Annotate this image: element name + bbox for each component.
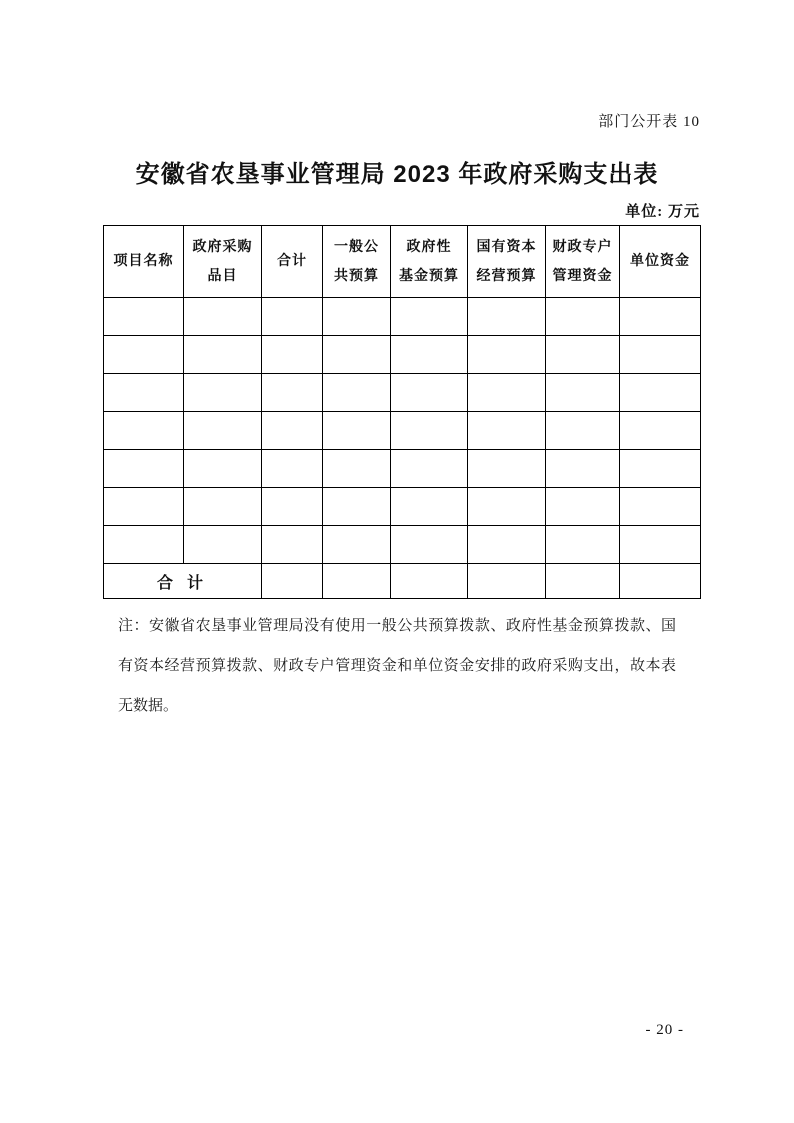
empty-cell [546,450,620,488]
empty-cell [468,488,546,526]
table-row [104,336,701,374]
empty-cell [620,336,701,374]
col-header-unit-funds: 单位资金 [620,226,701,298]
empty-cell [262,526,323,564]
table-row [104,526,701,564]
table-row [104,374,701,412]
total-empty-cell [546,564,620,599]
empty-cell [620,412,701,450]
empty-cell [104,450,184,488]
empty-cell [468,412,546,450]
empty-cell [323,488,391,526]
col-header-gov-fund-budget: 政府性 基金预算 [391,226,468,298]
empty-cell [104,336,184,374]
total-row-label: 合 计 [104,564,262,599]
unit-label: 单位: 万元 [625,204,700,220]
empty-cell [468,450,546,488]
note-line-2: 有资本经营预算拨款、财政专户管理资金和单位资金安排的政府采购支出，故本表 [118,658,676,674]
empty-cell [620,488,701,526]
empty-cell [323,526,391,564]
empty-cell [323,412,391,450]
empty-cell [323,298,391,336]
empty-cell [262,412,323,450]
empty-cell [323,336,391,374]
note-paragraph [118,606,676,726]
empty-cell [546,526,620,564]
header-label: 部门公开表 10 [598,114,700,130]
empty-cell [468,374,546,412]
empty-cell [391,450,468,488]
empty-cell [391,336,468,374]
empty-cell [104,412,184,450]
table-header-row [104,226,701,298]
empty-cell [391,412,468,450]
page-number: - 20 - [645,1022,684,1038]
empty-cell [184,488,262,526]
empty-cell [104,374,184,412]
col-header-project-name: 项目名称 [104,226,184,298]
col-header-state-capital-budget: 国有资本 经营预算 [468,226,546,298]
empty-cell [546,298,620,336]
total-empty-cell [391,564,468,599]
col-header-total: 合计 [262,226,323,298]
empty-cell [262,336,323,374]
note-line-1: 注：安徽省农垦事业管理局没有使用一般公共预算拨款、政府性基金预算拨款、国 [118,618,676,634]
note-line-3: 无数据。 [118,698,179,714]
empty-cell [391,374,468,412]
empty-cell [391,526,468,564]
page-title: 安徽省农垦事业管理局 2023 年政府采购支出表 [135,161,659,188]
empty-cell [620,526,701,564]
table-row [104,488,701,526]
empty-cell [184,450,262,488]
empty-cell [546,412,620,450]
total-empty-cell [262,564,323,599]
table-row [104,450,701,488]
empty-cell [184,374,262,412]
empty-cell [184,298,262,336]
total-empty-cell [468,564,546,599]
total-row [104,564,701,599]
empty-cell [391,298,468,336]
empty-cell [546,374,620,412]
empty-cell [620,298,701,336]
empty-cell [104,298,184,336]
empty-cell [184,412,262,450]
empty-cell [620,374,701,412]
col-header-procurement-item: 政府采购 品目 [184,226,262,298]
empty-cell [323,374,391,412]
empty-cell [262,374,323,412]
empty-cell [546,336,620,374]
empty-cell [620,450,701,488]
table-row [104,412,701,450]
empty-cell [546,488,620,526]
empty-cell [184,336,262,374]
empty-cell [262,298,323,336]
empty-cell [104,488,184,526]
empty-cell [184,526,262,564]
total-empty-cell [323,564,391,599]
table-empty-rows [104,298,701,564]
empty-cell [468,526,546,564]
table-row [104,298,701,336]
col-header-fiscal-account-funds: 财政专户 管理资金 [546,226,620,298]
col-header-general-public-budget: 一般公 共预算 [323,226,391,298]
total-empty-cell [620,564,701,599]
empty-cell [262,488,323,526]
procurement-table [103,225,701,599]
empty-cell [468,336,546,374]
empty-cell [262,450,323,488]
empty-cell [323,450,391,488]
empty-cell [104,526,184,564]
empty-cell [391,488,468,526]
empty-cell [468,298,546,336]
